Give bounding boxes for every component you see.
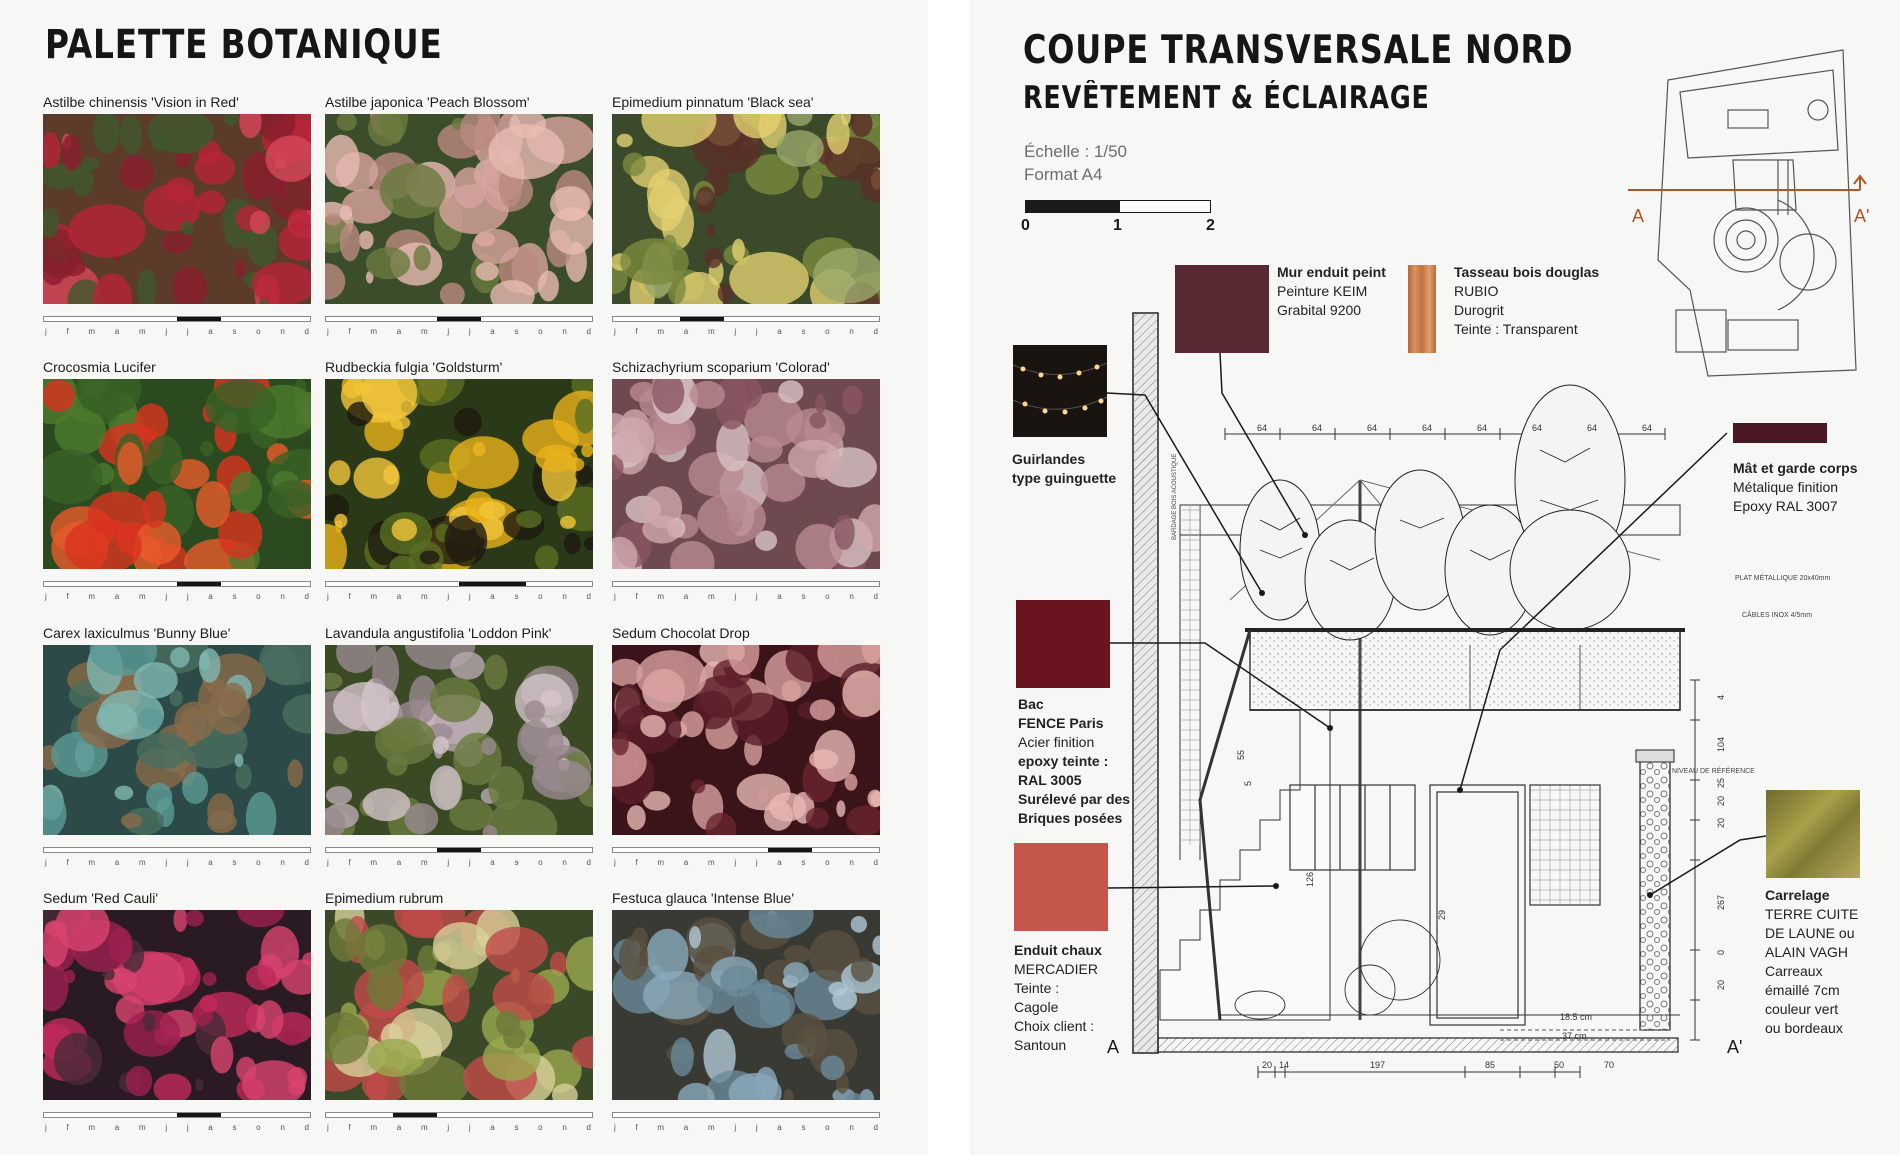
month-letter: n: [280, 592, 285, 601]
month-letter: j: [755, 1123, 758, 1132]
plant-name: Carex laxiculmus 'Bunny Blue': [43, 625, 231, 641]
label-bac: [1018, 695, 1130, 828]
month-letter: j: [45, 1123, 47, 1132]
botanical-palette-page: [0, 0, 928, 1155]
month-letter: d: [586, 327, 591, 336]
carex-photo: [43, 645, 311, 835]
section-title: COUPE TRANSVERSALE NORD: [1023, 28, 1574, 73]
month-letter: a: [490, 592, 495, 601]
month-letter: a: [683, 327, 689, 336]
dimension-label: 64: [1367, 423, 1378, 433]
month-letter: s: [232, 592, 237, 601]
bloom-period-bar: [612, 847, 880, 853]
month-letter: m: [370, 327, 378, 336]
month-letter: j: [327, 592, 329, 601]
month-letter: d: [873, 1123, 878, 1132]
month-letter: m: [370, 1123, 378, 1132]
label-enduit-line1: MERCADIER: [1014, 961, 1099, 977]
month-letter: o: [825, 327, 830, 336]
month-letter: n: [562, 327, 567, 336]
bloom-period-fill: [680, 317, 724, 321]
dimension-label: 104: [1716, 736, 1726, 752]
month-letter: a: [777, 592, 782, 601]
epimedium-photo: [612, 114, 880, 304]
label-bac-line5: Briques posées: [1018, 810, 1123, 826]
label-carrelage: [1765, 886, 1858, 1038]
month-letter: n: [849, 327, 854, 336]
month-letter: j: [614, 1123, 616, 1132]
scale-bar-filled: [1026, 201, 1120, 212]
month-letter: a: [114, 592, 120, 601]
dimension-label: 37 cm: [1562, 1031, 1587, 1041]
month-letter: j: [327, 858, 329, 867]
label-tasseau: [1454, 263, 1599, 339]
month-letter: j: [447, 327, 450, 336]
month-letter: n: [562, 1123, 567, 1132]
month-letter: j: [186, 327, 189, 336]
bloom-period-bar: [612, 581, 880, 587]
month-axis: [43, 592, 311, 601]
month-letter: o: [538, 858, 543, 867]
festuca-photo: [612, 910, 880, 1100]
sedum-red-photo: [43, 910, 311, 1100]
month-letter: j: [327, 327, 329, 336]
month-letter: j: [614, 858, 616, 867]
swatch-enduit-chaux: [1014, 843, 1108, 931]
month-letter: a: [777, 327, 782, 336]
month-letter: o: [538, 1123, 543, 1132]
month-letter: d: [873, 592, 878, 601]
month-letter: n: [849, 1123, 854, 1132]
month-letter: j: [327, 1123, 329, 1132]
label-carrelage-line6: couleur vert: [1765, 1001, 1839, 1017]
grass-red-photo: [612, 379, 880, 569]
label-tasseau-title: Tasseau bois douglas: [1454, 264, 1600, 280]
page-title: PALETTE BOTANIQUE: [45, 22, 443, 68]
bloom-period-bar: [612, 316, 880, 322]
month-letter: s: [514, 1123, 519, 1132]
month-letter: n: [562, 592, 567, 601]
month-letter: n: [280, 327, 285, 336]
label-enduit-line4: Choix client :: [1014, 1018, 1095, 1034]
label-enduit-title: Enduit chaux: [1014, 942, 1102, 958]
month-letter: d: [873, 327, 878, 336]
month-letter: a: [396, 1123, 402, 1132]
dimension-label: 126: [1305, 871, 1315, 887]
month-letter: s: [801, 592, 806, 601]
swatch-tasseau-bois: [1408, 265, 1436, 353]
month-axis: [612, 1123, 880, 1132]
plant-name: Lavandula angustifolia 'Loddon Pink': [325, 625, 552, 641]
bloom-period-fill: [177, 1113, 221, 1117]
month-letter: s: [801, 327, 806, 336]
crocosmia-photo: [43, 379, 311, 569]
label-carrelage-line2: DE LAUNE ou: [1765, 925, 1855, 941]
graphic-scale-bar: [1025, 200, 1211, 213]
month-letter: o: [538, 592, 543, 601]
dimension-label: 64: [1477, 423, 1488, 433]
label-enduit-line3: Cagole: [1014, 999, 1059, 1015]
month-letter: m: [707, 858, 715, 867]
month-letter: j: [165, 858, 168, 867]
lavender-photo: [325, 645, 593, 835]
drawing-note-plat: PLAT MÉTALLIQUE 20x40mm: [1735, 575, 1831, 582]
month-letter: m: [420, 1123, 428, 1132]
label-bac-brand: FENCE Paris: [1018, 715, 1104, 731]
month-letter: f: [348, 592, 351, 601]
drawing-note-cables: CÂBLES INOX 4/5mm: [1742, 612, 1813, 619]
month-letter: d: [304, 327, 309, 336]
swatch-guirlandes-photo: [1013, 345, 1107, 437]
month-letter: m: [370, 592, 378, 601]
month-letter: j: [447, 592, 450, 601]
bloom-period-fill: [437, 848, 481, 852]
label-bac-title: Bac: [1018, 696, 1044, 712]
month-letter: a: [396, 327, 402, 336]
month-letter: a: [683, 1123, 689, 1132]
label-carrelage-line1: TERRE CUITE: [1765, 906, 1859, 922]
month-letter: m: [138, 592, 146, 601]
dimension-label: 64: [1587, 423, 1598, 433]
month-letter: s: [514, 327, 519, 336]
month-letter: a: [208, 858, 213, 867]
month-axis: [325, 858, 593, 867]
month-letter: m: [657, 592, 665, 601]
dimension-label: 18.5 cm: [1560, 1012, 1593, 1022]
dimension-label: 64: [1422, 423, 1433, 433]
bloom-period-bar: [43, 316, 311, 322]
month-axis: [612, 592, 880, 601]
dimension-label: 25: [1716, 777, 1726, 788]
month-letter: s: [514, 858, 519, 867]
dimension-label: 55: [1236, 749, 1246, 760]
label-enduit-line2: Teinte :: [1014, 980, 1060, 996]
month-letter: m: [138, 1123, 146, 1132]
month-letter: a: [396, 592, 402, 601]
month-letter: m: [138, 858, 146, 867]
month-letter: a: [208, 1123, 213, 1132]
bloom-period-fill: [437, 317, 481, 321]
month-letter: j: [734, 1123, 737, 1132]
label-guirlandes-line2: type guinguette: [1012, 470, 1117, 486]
key-plan-mark-a-prime: A': [1854, 206, 1870, 226]
dimension-label: 64: [1642, 423, 1653, 433]
dimension-label: 20: [1262, 1060, 1273, 1070]
bloom-period-bar: [325, 847, 593, 853]
bloom-period-bar: [325, 316, 593, 322]
dimension-label: 29: [1437, 909, 1447, 920]
key-plan-mark-a: A: [1632, 206, 1645, 226]
label-mat-line1: Métalique finition: [1733, 479, 1839, 495]
month-letter: s: [801, 858, 806, 867]
plant-name: Crocosmia Lucifer: [43, 359, 156, 375]
month-letter: j: [186, 592, 189, 601]
month-letter: a: [114, 858, 120, 867]
bloom-period-bar: [325, 1112, 593, 1118]
month-letter: f: [635, 858, 638, 867]
month-letter: m: [657, 327, 665, 336]
plant-name: Sedum 'Red Cauli': [43, 890, 159, 906]
scale-tick-2: 2: [1206, 217, 1215, 234]
month-letter: d: [586, 592, 591, 601]
sedum-chocolate-photo: [612, 645, 880, 835]
month-letter: m: [420, 592, 428, 601]
month-letter: m: [707, 327, 715, 336]
label-mur-line2: Grabital 9200: [1277, 302, 1362, 318]
month-letter: j: [468, 592, 471, 601]
month-letter: o: [825, 1123, 830, 1132]
dimension-label: 64: [1532, 423, 1543, 433]
bloom-period-bar: [43, 847, 311, 853]
label-tasseau-line2: Durogrit: [1454, 302, 1504, 318]
bloom-period-fill: [459, 582, 526, 586]
month-letter: j: [447, 858, 450, 867]
month-letter: j: [734, 592, 737, 601]
month-letter: a: [777, 1123, 782, 1132]
month-letter: d: [304, 592, 309, 601]
month-letter: f: [635, 327, 638, 336]
month-letter: a: [114, 1123, 120, 1132]
plant-name: Epimedium rubrum: [325, 890, 444, 906]
month-axis: [325, 327, 593, 336]
month-letter: m: [88, 592, 96, 601]
month-letter: f: [66, 1123, 69, 1132]
month-letter: o: [256, 1123, 261, 1132]
section-mark-a-prime: A': [1727, 1037, 1743, 1057]
month-axis: [325, 1123, 593, 1132]
month-letter: s: [514, 592, 519, 601]
dimension-label: 20: [1716, 795, 1726, 806]
month-letter: d: [586, 1123, 591, 1132]
month-letter: j: [165, 327, 168, 336]
month-letter: j: [468, 1123, 471, 1132]
scale-tick-1: 1: [1113, 217, 1122, 234]
month-letter: f: [66, 592, 69, 601]
month-letter: f: [635, 592, 638, 601]
month-letter: a: [396, 858, 402, 867]
bloom-period-bar: [43, 581, 311, 587]
month-letter: m: [88, 858, 96, 867]
month-letter: o: [256, 858, 261, 867]
rudbeckia-photo: [325, 379, 593, 569]
month-letter: j: [165, 592, 168, 601]
month-letter: m: [657, 858, 665, 867]
bloom-period-fill: [768, 848, 812, 852]
month-letter: d: [586, 858, 591, 867]
label-tasseau-line1: RUBIO: [1454, 283, 1499, 299]
month-letter: d: [304, 1123, 309, 1132]
month-letter: a: [683, 592, 689, 601]
label-bac-line2: epoxy teinte :: [1018, 753, 1109, 769]
dimension-label: 267: [1716, 894, 1726, 910]
dimension-label: 20: [1716, 979, 1726, 990]
label-carrelage-line4: Carreaux: [1765, 963, 1823, 979]
month-letter: s: [232, 858, 237, 867]
month-letter: o: [538, 327, 543, 336]
month-letter: s: [801, 1123, 806, 1132]
month-letter: m: [88, 327, 96, 336]
month-letter: a: [208, 592, 213, 601]
month-letter: n: [280, 1123, 285, 1132]
plant-name: Festuca glauca 'Intense Blue': [612, 890, 795, 906]
month-letter: j: [468, 858, 471, 867]
month-letter: m: [657, 1123, 665, 1132]
month-letter: m: [138, 327, 146, 336]
month-letter: j: [614, 592, 616, 601]
section-subtitle: REVÊTEMENT & ÉCLAIRAGE: [1023, 80, 1430, 116]
format-label: Format A4: [1024, 165, 1103, 184]
dimension-label: 197: [1370, 1060, 1386, 1070]
plant-name: Astilbe chinensis 'Vision in Red': [43, 94, 239, 110]
label-bac-line4: Surélevé par des: [1018, 791, 1131, 807]
epimedium-rubrum-photo: [325, 910, 593, 1100]
month-letter: j: [755, 858, 758, 867]
dimension-label: 14: [1279, 1060, 1290, 1070]
dimension-label: 4: [1716, 694, 1726, 700]
month-letter: d: [873, 858, 878, 867]
month-letter: d: [304, 858, 309, 867]
month-letter: n: [562, 858, 567, 867]
plant-name: Epimedium pinnatum 'Black sea': [612, 94, 814, 110]
month-letter: n: [849, 592, 854, 601]
month-letter: a: [114, 327, 120, 336]
month-letter: a: [490, 858, 495, 867]
label-carrelage-title: Carrelage: [1765, 887, 1830, 903]
month-letter: j: [614, 327, 616, 336]
month-letter: n: [280, 858, 285, 867]
month-axis: [612, 327, 880, 336]
plant-name: Astilbe japonica 'Peach Blossom': [325, 94, 530, 110]
month-letter: j: [755, 592, 758, 601]
month-axis: [325, 592, 593, 601]
bloom-period-bar: [325, 581, 593, 587]
month-letter: a: [208, 327, 213, 336]
plant-name: Schizachyrium scoparium 'Colorad': [612, 359, 830, 375]
plant-name: Rudbeckia fulgia 'Goldsturm': [325, 359, 503, 375]
swatch-carrelage-photo: [1766, 790, 1860, 878]
month-letter: f: [348, 858, 351, 867]
string-lights-icon: [1013, 345, 1107, 437]
month-letter: m: [420, 327, 428, 336]
label-carrelage-line5: émaillé 7cm: [1765, 982, 1840, 998]
month-letter: f: [348, 1123, 351, 1132]
label-tasseau-line3: Teinte : Transparent: [1454, 321, 1578, 337]
month-letter: a: [490, 1123, 495, 1132]
bloom-period-bar: [43, 1112, 311, 1118]
bloom-period-fill: [177, 582, 221, 586]
label-bac-line3: RAL 3005: [1018, 772, 1082, 788]
label-enduit-line5: Santoun: [1014, 1037, 1067, 1053]
dimension-label: 64: [1257, 423, 1268, 433]
month-letter: f: [66, 858, 69, 867]
month-letter: a: [683, 858, 689, 867]
month-letter: j: [734, 327, 737, 336]
month-axis: [612, 858, 880, 867]
month-axis: [43, 1123, 311, 1132]
month-letter: j: [447, 1123, 450, 1132]
month-letter: j: [755, 327, 758, 336]
month-letter: j: [468, 327, 471, 336]
label-mat-line2: Epoxy RAL 3007: [1733, 498, 1838, 514]
bloom-period-fill: [177, 317, 221, 321]
label-mur-line1: Peinture KEIM: [1277, 283, 1368, 299]
label-carrelage-line7: ou bordeaux: [1765, 1020, 1843, 1036]
month-letter: j: [45, 592, 47, 601]
drawing-note-acoustic: BARDAGE BOIS ACOUSTIQUE: [1172, 453, 1178, 540]
month-letter: f: [348, 327, 351, 336]
month-letter: n: [849, 858, 854, 867]
drawing-note-level: NIVEAU DE RÉFÉRENCE: [1672, 768, 1755, 775]
dimension-label: 64: [1312, 423, 1323, 433]
label-mat-title: Mât et garde corps: [1733, 460, 1858, 476]
swatch-bac-fence: [1016, 600, 1110, 688]
month-axis: [43, 858, 311, 867]
month-letter: j: [165, 1123, 168, 1132]
month-letter: f: [635, 1123, 638, 1132]
astilbe-pink-photo: [325, 114, 593, 304]
month-letter: o: [256, 327, 261, 336]
month-letter: o: [825, 858, 830, 867]
dimension-label: 0: [1716, 949, 1726, 955]
label-enduit-chaux: [1014, 941, 1102, 1055]
month-letter: j: [45, 858, 47, 867]
scale-label: Échelle : 1/50: [1024, 142, 1128, 161]
month-letter: j: [186, 858, 189, 867]
dimension-label: 20: [1716, 817, 1726, 828]
month-letter: m: [370, 858, 378, 867]
label-mur-enduit: [1277, 263, 1386, 320]
plant-name: Sedum Chocolat Drop: [612, 625, 750, 641]
swatch-mat-garde-corps: [1733, 423, 1827, 443]
dimension-label: 5: [1243, 780, 1253, 786]
dimension-label: 50: [1554, 1060, 1565, 1070]
month-letter: f: [66, 327, 69, 336]
month-letter: m: [420, 858, 428, 867]
dimension-label: 85: [1485, 1060, 1496, 1070]
label-mur-title: Mur enduit peint: [1277, 264, 1386, 280]
month-letter: j: [186, 1123, 189, 1132]
month-letter: m: [88, 1123, 96, 1132]
cross-section-drawing: [1100, 300, 1700, 1080]
astilbe-red-photo: [43, 114, 311, 304]
label-mat: [1733, 459, 1857, 516]
month-letter: a: [490, 327, 495, 336]
dimension-label: 70: [1604, 1060, 1615, 1070]
bloom-period-fill: [393, 1113, 437, 1117]
scale-tick-0: 0: [1021, 217, 1030, 234]
month-letter: a: [777, 858, 782, 867]
month-letter: s: [232, 327, 237, 336]
label-carrelage-line3: ALAIN VAGH: [1765, 944, 1848, 960]
swatch-mur-enduit: [1175, 265, 1269, 353]
bloom-period-bar: [612, 1112, 880, 1118]
label-bac-line1: Acier finition: [1018, 734, 1095, 750]
label-guirlandes-title: Guirlandes: [1012, 451, 1086, 467]
month-letter: o: [825, 592, 830, 601]
month-letter: j: [734, 858, 737, 867]
section-mark-a: A: [1107, 1037, 1120, 1057]
month-letter: m: [707, 592, 715, 601]
month-letter: o: [256, 592, 261, 601]
month-axis: [43, 327, 311, 336]
month-letter: s: [232, 1123, 237, 1132]
month-letter: m: [707, 1123, 715, 1132]
label-guirlandes: [1012, 450, 1116, 488]
month-letter: j: [45, 327, 47, 336]
